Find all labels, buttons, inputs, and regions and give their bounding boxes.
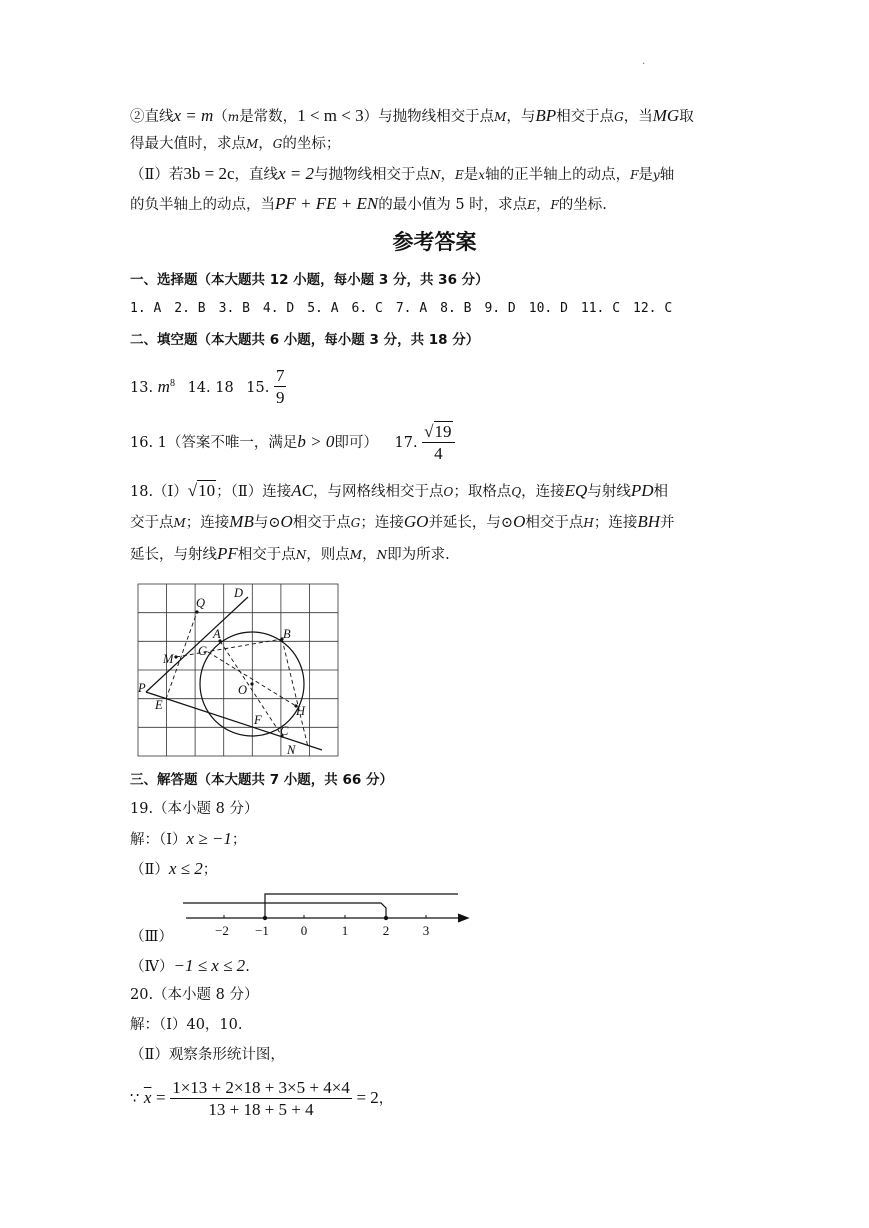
section-fill: 二、填空题（本大题共 6 小题，每小题 3 分，共 18 分） [130,332,480,348]
q18-line-3: 延长，与射线PF相交于点N，则点M，N即为所求. [130,544,450,563]
q20-step-1: 解：（Ⅰ）40，10. [130,1017,243,1033]
section-choice: 一、选择题（本大题共 12 小题，每小题 3 分，共 36 分） [130,272,489,288]
q18-line-2: 交于点M；连接MB与⊙O相交于点G；连接GO并延长，与⊙O相交于点H；连接BH并 [130,512,675,531]
label-P: P [138,681,146,695]
answer-title: 参考答案 [392,230,477,254]
fraction-sqrt19-4: $\frac{√19}{4}$ [422,422,454,465]
tick-0: 0 [300,923,308,938]
label-Q: Q [196,596,206,610]
label-N: N [287,743,296,757]
q18-line-1: 18.（Ⅰ）√10；（Ⅱ）连接AC，与网格线相交于点O；取格点Q，连接EQ与射线PD相 [130,481,669,500]
label-B: B [283,627,291,641]
number-line [180,884,480,940]
tick-neg2: −2 [215,923,229,938]
q19-step-3: （Ⅲ） [130,929,173,945]
q19-title: 19.（本小题 8 分） [130,801,259,817]
problem-line-2: 得最大值时，求点M，G的坐标； [130,136,341,152]
tick-neg1: −1 [255,923,269,938]
label-A: A [213,627,221,641]
fill-answers-16-17: 16. 1（答案不唯一，满足b > 0即可） 17. $\frac{√19}{4}$ [130,418,455,467]
label-D: D [234,586,244,600]
label-F: F [254,713,262,727]
mean-fraction: $\frac{1\times 13 + 2\times 18 + 3\times 5 + 4\times 4}{13 + 18 + 5 + 4}$ [172,1077,350,1119]
q19-step-2: （Ⅱ）x ≤ 2； [130,859,218,878]
fraction-7-9: $\frac{7}{9}$ [275,366,285,408]
tick-1: 1 [341,923,349,938]
q19-step-4: （Ⅳ）−1 ≤ x ≤ 2. [130,956,250,975]
problem-line-4: 的负半轴上的动点，当PF + FE + EN的最小值为 5 时，求点E，F的坐标. [130,194,607,213]
choice-answers: 1. A 2. B 3. B 4. D 5. A 6. C 7. A 8. B 9. D 10. D 11. C 12. C [130,301,673,316]
tick-2: 2 [382,923,390,938]
label-H: H [296,704,306,718]
problem-line-1: ②直线x = m（m是常数，1 < m < 3）与抛物线相交于点M，与BP相交于点G，当MG取 [130,106,694,125]
tick-3: 3 [422,923,430,938]
fill-answers-13-15: 13. $m^8$ 14. 18 15. $\frac{7}{9}$ [130,366,285,408]
label-G: G [198,644,208,658]
label-E: E [155,698,163,712]
section-solution: 三、解答题（本大题共 7 小题，共 66 分） [130,772,393,788]
label-O: O [238,683,248,697]
q20-title: 20.（本小题 8 分） [130,987,259,1003]
label-C: C [280,724,289,738]
q20-step-2: （Ⅱ）观察条形统计图， [130,1047,285,1063]
problem-line-3: （Ⅱ）若3b = 2c，直线x = 2与抛物线相交于点N，E是x轴的正半轴上的动点，F是y轴 [130,164,675,183]
page-mark: . [642,56,646,67]
label-M: M [163,652,174,666]
geometry-grid-figure [136,582,346,760]
q20-mean-formula: ∵ $\overline{x}$ = $\frac{1\times 13 + 2\times 18 + 3\times 5 + 4\times 4}{13 + 18 + 5 + 4}$ = 2， [130,1077,394,1119]
q19-step-1: 解：（Ⅰ）x ≥ −1； [130,829,247,848]
